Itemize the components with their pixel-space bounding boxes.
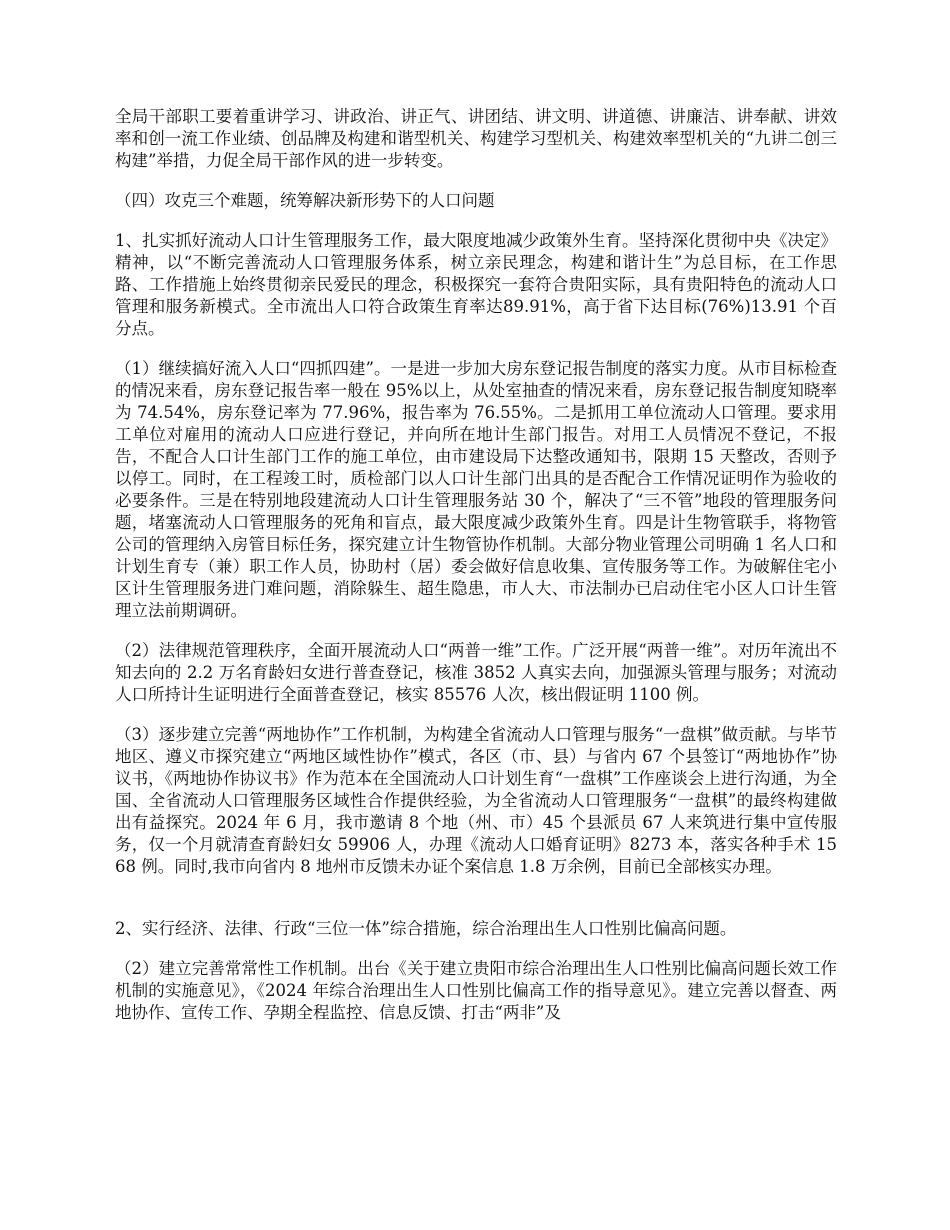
document-body (115, 106, 837, 1024)
paragraph-sex-ratio-measures: 2、实行经济、法律、行政“三位一体”综合措施，综合治理出生人口性别比偏高问题。 (115, 919, 737, 938)
paragraph-cadre-conduct: 全局干部职工要着重讲学习、讲政治、讲正气、讲团结、讲文明、讲道德、讲廉洁、讲奉献、讲效率和创一流工作业绩、创品牌及构建和谐型机关、构建学习型机关、构建效率型机关的“九讲二创三构建”举措，力促全局干部作风的进一步转变。 (115, 107, 837, 170)
paragraph-two-place-cooperation: （3）逐步建立完善“两地协作”工作机制，为构建全省流动人口管理与服务“一盘棋”做贡献。与毕节地区、遵义市探究建立“两地区域性协作”模式，各区（市、县）与省内 67 个县签订“两地协作”协议书，《两地协作协议书》作为范本在全国流动人口计划生育“一盘棋”工作座谈会上进行沟通，为全国、全省流动人口管理服务区域性合作提供经验，为全省流动人口管理服务“一盘棋”的最终构建做出有益探究。2024 年 6 月，我市邀请 8 个地（州、市）45 个县派员 67 人来筑进行集中宣传服务，仅一个月就清查育龄妇女 59906 人，办理《流动人口婚育证明》8273 本，落实各种手术 1568 例。同时,我市向省内 8 地州市反馈未办证个案信息 1.8 万余例，目前已全部核实办理。 (115, 725, 837, 876)
paragraph-four-grasps: （1）继续搞好流入人口“四抓四建”。一是进一步加大房东登记报告制度的落实力度。从市目标检查的情况来看，房东登记报告率一般在 95%以上，从处室抽查的情况来看，房东登记报告制度知晓率为 74.54%，房东登记率为 77.96%，报告率为 76.55%。二是抓用工单位流动人口管理。要求用工单位对雇用的流动人口应进行登记，并向所在地计生部门报告。对用工人员情况不登记，不报告，不配合人口计生部门工作的施工单位，由市建设局下达整改通知书，限期 15 天整改，否则予以停工。同时，在工程竣工时，质检部门以人口计生部门出具的是否配合工作情况证明作为验收的必要条件。三是在特别地段建流动人口计生管理服务站 30 个，解决了“三不管”地段的管理服务问题，堵塞流动人口管理服务的死角和盲点，最大限度减少政策外生育。四是计生物管联手，将物管公司的管理纳入房管目标任务，探究建立计生物管协作机制。大部分物业管理公司明确 1 名人口和计划生育专（兼）职工作人员，协助村（居）委会做好信息收集、宣传服务等工作。为破解住宅小区计生管理服务进门难问题，消除躲生、超生隐患，市人大、市法制办已启动住宅小区人口计生管理立法前期调研。 (115, 359, 837, 620)
paragraph-floating-population: 1、扎实抓好流动人口计生管理服务工作，最大限度地减少政策外生育。坚持深化贯彻中央《决定》精神，以“不断完善流动人口管理服务体系，树立亲民理念，构建和谐计生”为总目标，在工作思路、工作措施上始终贯彻亲民爱民的理念，积极探究一套符合贵阳实际，具有贵阳特色的流动人口管理和服务新模式。全市流出人口符合政策生育率达89.91%，高于省下达目标(76%)13.91 个百分点。 (115, 231, 837, 338)
paragraph-two-census: （2）法律规范管理秩序，全面开展流动人口“两普一维”工作。广泛开展“两普一维”。对历年流出不知去向的 2.2 万名育龄妇女进行普查登记，核准 3852 人真实去向，加强源头管理与服务；对流动人口所持计生证明进行全面普查登记，核实 85576 人次，核出假证明 1100 例。 (115, 641, 837, 704)
section-heading-three-problems: （四）攻克三个难题，统筹解决新形势下的人口问题 (115, 191, 495, 210)
paragraph-working-mechanism: （2）建立完善常常性工作机制。出台《关于建立贵阳市综合治理出生人口性别比偏高问题长效工作机制的实施意见》，《2024 年综合治理出生人口性别比偏高工作的指导意见》。建立完善以督查、两地协作、宣传工作、孕期全程监控、信息反馈、打击“两非”及 (115, 959, 837, 1022)
